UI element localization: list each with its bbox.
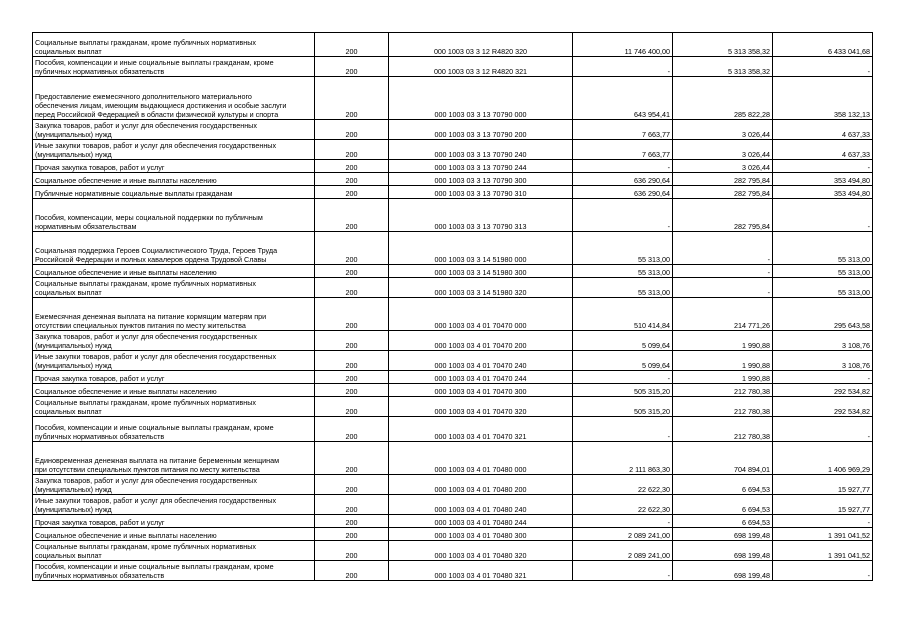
row-name: Социальное обеспечение и иные выплаты населению [33,265,315,278]
row-approved-amount: - [573,57,673,77]
row-name: Пособия, компенсации и иные социальные выплаты гражданам, кроме публичных нормативных обязательств [33,561,315,581]
row-name: Публичные нормативные социальные выплаты гражданам [33,186,315,199]
row-executed-amount: - [673,265,773,278]
row-approved-amount: 5 099,64 [573,351,673,371]
row-unexecuted-amount: 353 494,80 [773,186,873,199]
row-approved-amount: 636 290,64 [573,173,673,186]
row-unexecuted-amount: 3 108,76 [773,351,873,371]
row-executed-amount: - [673,278,773,298]
row-kbk: 000 1003 03 3 14 51980 300 [389,265,573,278]
row-executed-amount: 6 694,53 [673,495,773,515]
row-unexecuted-amount: - [773,160,873,173]
table-row [33,199,873,232]
row-name: Пособия, компенсации и иные социальные выплаты гражданам, кроме публичных нормативных обязательств [33,417,315,442]
row-code: 200 [315,265,389,278]
row-name: Социальные выплаты гражданам, кроме публичных нормативных социальных выплат [33,397,315,417]
row-approved-amount: - [573,160,673,173]
row-kbk: 000 1003 03 3 14 51980 000 [389,232,573,265]
row-approved-amount: 5 099,64 [573,331,673,351]
row-executed-amount: 704 894,01 [673,442,773,475]
row-code: 200 [315,199,389,232]
row-kbk: 000 1003 03 4 01 70470 321 [389,417,573,442]
row-unexecuted-amount: 15 927,77 [773,475,873,495]
row-code: 200 [315,57,389,77]
row-approved-amount: 22 622,30 [573,495,673,515]
row-executed-amount: 5 313 358,32 [673,33,773,57]
row-code: 200 [315,384,389,397]
row-approved-amount: 2 111 863,30 [573,442,673,475]
row-executed-amount: 1 990,88 [673,351,773,371]
row-name: Закупка товаров, работ и услуг для обеспечения государственных (муниципальных) нужд [33,120,315,140]
row-unexecuted-amount: 6 433 041,68 [773,33,873,57]
row-executed-amount: 698 199,48 [673,528,773,541]
row-unexecuted-amount: - [773,371,873,384]
row-approved-amount: - [573,199,673,232]
row-executed-amount: 6 694,53 [673,475,773,495]
table-row [33,186,873,199]
row-executed-amount: 698 199,48 [673,541,773,561]
row-approved-amount: 55 313,00 [573,265,673,278]
row-name: Иные закупки товаров, работ и услуг для обеспечения государственных (муниципальных) нужд [33,495,315,515]
row-name: Прочая закупка товаров, работ и услуг [33,371,315,384]
row-executed-amount: - [673,232,773,265]
row-approved-amount: - [573,417,673,442]
row-kbk: 000 1003 03 4 01 70480 200 [389,475,573,495]
row-code: 200 [315,495,389,515]
row-code: 200 [315,371,389,384]
table-row [33,495,873,515]
row-name: Ежемесячная денежная выплата на питание кормящим матерям при отсутствии специальных пунктов питания по месту жительства [33,298,315,331]
table-row [33,331,873,351]
row-name: Предоставление ежемесячного дополнительного материального обеспечения лицам, имеющим выдающиеся достижения и особые заслуги перед Российской Федерацией в области физической культуры и спорта [33,77,315,120]
row-kbk: 000 1003 03 4 01 70480 240 [389,495,573,515]
row-name: Социальные выплаты гражданам, кроме публичных нормативных социальных выплат [33,33,315,57]
row-kbk: 000 1003 03 4 01 70470 320 [389,397,573,417]
row-approved-amount: - [573,515,673,528]
row-executed-amount: 285 822,28 [673,77,773,120]
row-unexecuted-amount: - [773,199,873,232]
row-kbk: 000 1003 03 4 01 70470 300 [389,384,573,397]
row-executed-amount: 5 313 358,32 [673,57,773,77]
row-approved-amount: 7 663,77 [573,120,673,140]
row-approved-amount: 505 315,20 [573,397,673,417]
row-unexecuted-amount: 4 637,33 [773,140,873,160]
row-executed-amount: 282 795,84 [673,186,773,199]
row-executed-amount: 3 026,44 [673,140,773,160]
table-row [33,371,873,384]
row-executed-amount: 698 199,48 [673,561,773,581]
row-code: 200 [315,561,389,581]
row-approved-amount: - [573,371,673,384]
row-code: 200 [315,351,389,371]
row-approved-amount: 55 313,00 [573,232,673,265]
row-executed-amount: 282 795,84 [673,199,773,232]
table-row [33,417,873,442]
table-row [33,528,873,541]
row-name: Пособия, компенсации, меры социальной поддержки по публичным нормативным обязательствам [33,199,315,232]
row-code: 200 [315,33,389,57]
row-name: Прочая закупка товаров, работ и услуг [33,515,315,528]
row-kbk: 000 1003 03 3 13 70790 313 [389,199,573,232]
row-kbk: 000 1003 03 4 01 70470 244 [389,371,573,384]
row-unexecuted-amount: 55 313,00 [773,232,873,265]
row-unexecuted-amount: 1 391 041,52 [773,528,873,541]
row-code: 200 [315,331,389,351]
row-unexecuted-amount: 1 406 969,29 [773,442,873,475]
row-name: Социальное обеспечение и иные выплаты населению [33,384,315,397]
row-approved-amount: 505 315,20 [573,384,673,397]
row-code: 200 [315,528,389,541]
row-approved-amount: 643 954,41 [573,77,673,120]
row-kbk: 000 1003 03 3 12 R4820 321 [389,57,573,77]
table-body [33,33,873,581]
row-code: 200 [315,77,389,120]
row-kbk: 000 1003 03 4 01 70470 200 [389,331,573,351]
row-unexecuted-amount: 353 494,80 [773,173,873,186]
row-code: 200 [315,120,389,140]
table-row [33,160,873,173]
row-name: Закупка товаров, работ и услуг для обеспечения государственных (муниципальных) нужд [33,475,315,495]
row-kbk: 000 1003 03 4 01 70480 321 [389,561,573,581]
table-row [33,278,873,298]
row-unexecuted-amount: - [773,417,873,442]
row-kbk: 000 1003 03 3 13 70790 200 [389,120,573,140]
row-kbk: 000 1003 03 4 01 70480 300 [389,528,573,541]
row-code: 200 [315,541,389,561]
row-approved-amount: 2 089 241,00 [573,541,673,561]
table-row [33,561,873,581]
row-executed-amount: 1 990,88 [673,371,773,384]
row-kbk: 000 1003 03 4 01 70470 240 [389,351,573,371]
row-code: 200 [315,417,389,442]
row-name: Социальные выплаты гражданам, кроме публичных нормативных социальных выплат [33,278,315,298]
row-kbk: 000 1003 03 3 13 70790 300 [389,173,573,186]
row-executed-amount: 1 990,88 [673,331,773,351]
row-approved-amount: 22 622,30 [573,475,673,495]
row-kbk: 000 1003 03 4 01 70480 320 [389,541,573,561]
table-row [33,173,873,186]
row-kbk: 000 1003 03 3 13 70790 310 [389,186,573,199]
table-row [33,384,873,397]
row-code: 200 [315,475,389,495]
row-name: Иные закупки товаров, работ и услуг для обеспечения государственных (муниципальных) нужд [33,351,315,371]
row-kbk: 000 1003 03 3 13 70790 240 [389,140,573,160]
row-name: Пособия, компенсации и иные социальные выплаты гражданам, кроме публичных нормативных обязательств [33,57,315,77]
row-unexecuted-amount: 4 637,33 [773,120,873,140]
row-code: 200 [315,186,389,199]
row-kbk: 000 1003 03 4 01 70470 000 [389,298,573,331]
row-code: 200 [315,140,389,160]
table-row [33,33,873,57]
row-code: 200 [315,278,389,298]
row-unexecuted-amount: 15 927,77 [773,495,873,515]
row-approved-amount: 636 290,64 [573,186,673,199]
row-executed-amount: 282 795,84 [673,173,773,186]
table-row [33,140,873,160]
row-code: 200 [315,160,389,173]
row-unexecuted-amount: 358 132,13 [773,77,873,120]
budget-execution-table [32,32,873,581]
row-unexecuted-amount: 292 534,82 [773,397,873,417]
table-row [33,541,873,561]
row-name: Закупка товаров, работ и услуг для обеспечения государственных (муниципальных) нужд [33,331,315,351]
row-executed-amount: 212 780,38 [673,397,773,417]
row-code: 200 [315,232,389,265]
row-unexecuted-amount: 295 643,58 [773,298,873,331]
table-row [33,442,873,475]
row-unexecuted-amount: 55 313,00 [773,278,873,298]
row-executed-amount: 3 026,44 [673,120,773,140]
row-name: Единовременная денежная выплата на питание беременным женщинам при отсутствии специальных пунктов питания по месту жительства [33,442,315,475]
table-row [33,120,873,140]
row-unexecuted-amount: 1 391 041,52 [773,541,873,561]
row-kbk: 000 1003 03 3 13 70790 000 [389,77,573,120]
row-name: Социальные выплаты гражданам, кроме публичных нормативных социальных выплат [33,541,315,561]
row-approved-amount: 55 313,00 [573,278,673,298]
row-code: 200 [315,515,389,528]
table-row [33,515,873,528]
row-kbk: 000 1003 03 4 01 70480 000 [389,442,573,475]
row-unexecuted-amount: 55 313,00 [773,265,873,278]
row-code: 200 [315,397,389,417]
table-row [33,475,873,495]
row-approved-amount: - [573,561,673,581]
table-row [33,57,873,77]
row-executed-amount: 212 780,38 [673,384,773,397]
row-name: Социальное обеспечение и иные выплаты населению [33,528,315,541]
table-row [33,232,873,265]
row-unexecuted-amount: - [773,57,873,77]
row-executed-amount: 3 026,44 [673,160,773,173]
row-kbk: 000 1003 03 3 13 70790 244 [389,160,573,173]
row-executed-amount: 214 771,26 [673,298,773,331]
row-name: Прочая закупка товаров, работ и услуг [33,160,315,173]
row-code: 200 [315,298,389,331]
row-code: 200 [315,442,389,475]
row-code: 200 [315,173,389,186]
table-row [33,397,873,417]
row-approved-amount: 510 414,84 [573,298,673,331]
row-name: Социальная поддержка Героев Социалистического Труда, Героев Труда Российской Федерации и полных кавалеров ордена Трудовой Славы [33,232,315,265]
row-name: Социальное обеспечение и иные выплаты населению [33,173,315,186]
row-kbk: 000 1003 03 3 12 R4820 320 [389,33,573,57]
table-row [33,298,873,331]
table-row [33,77,873,120]
table-row [33,351,873,371]
row-kbk: 000 1003 03 3 14 51980 320 [389,278,573,298]
row-approved-amount: 11 746 400,00 [573,33,673,57]
row-unexecuted-amount: - [773,515,873,528]
row-executed-amount: 6 694,53 [673,515,773,528]
row-unexecuted-amount: 3 108,76 [773,331,873,351]
row-approved-amount: 2 089 241,00 [573,528,673,541]
row-approved-amount: 7 663,77 [573,140,673,160]
row-kbk: 000 1003 03 4 01 70480 244 [389,515,573,528]
row-name: Иные закупки товаров, работ и услуг для обеспечения государственных (муниципальных) нужд [33,140,315,160]
row-unexecuted-amount: - [773,561,873,581]
row-unexecuted-amount: 292 534,82 [773,384,873,397]
table-row [33,265,873,278]
row-executed-amount: 212 780,38 [673,417,773,442]
